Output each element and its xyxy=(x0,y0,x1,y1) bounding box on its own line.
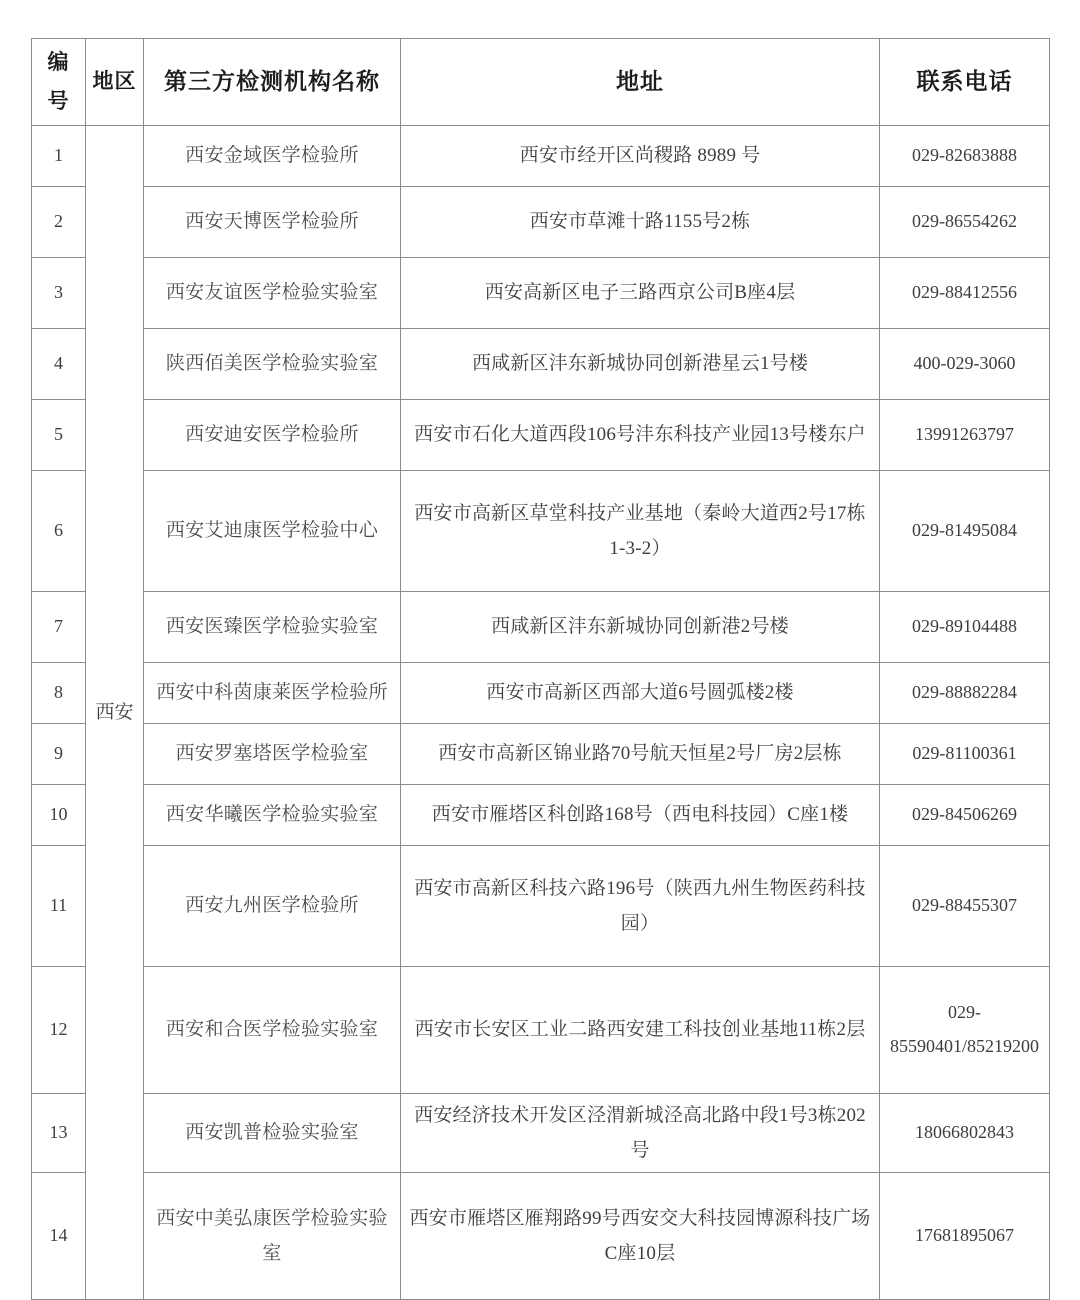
column-header-phone: 联系电话 xyxy=(880,39,1050,126)
cell-no: 4 xyxy=(32,328,86,399)
cell-phone: 029-84506269 xyxy=(880,784,1050,845)
cell-address: 西安经济技术开发区泾渭新城泾高北路中段1号3栋202号 xyxy=(401,1093,880,1172)
cell-no: 6 xyxy=(32,470,86,591)
third-party-testing-agency-table xyxy=(31,38,1050,1300)
table-header xyxy=(32,39,1050,126)
cell-region-merged: 西安 xyxy=(86,125,144,1299)
table-row xyxy=(32,470,1050,591)
cell-phone: 029-85590401/85219200 xyxy=(880,966,1050,1093)
cell-phone: 13991263797 xyxy=(880,399,1050,470)
table-row xyxy=(32,186,1050,257)
table-row xyxy=(32,591,1050,662)
table-row xyxy=(32,784,1050,845)
cell-phone: 029-88455307 xyxy=(880,845,1050,966)
header-row xyxy=(32,39,1050,126)
cell-phone: 029-88882284 xyxy=(880,662,1050,723)
column-header-no: 编号 xyxy=(32,39,86,126)
cell-agency-name: 西安医臻医学检验实验室 xyxy=(144,591,401,662)
cell-address: 西安市高新区锦业路70号航天恒星2号厂房2层栋 xyxy=(401,723,880,784)
cell-address: 西安市高新区西部大道6号圆弧楼2楼 xyxy=(401,662,880,723)
cell-address: 西安高新区电子三路西京公司B座4层 xyxy=(401,257,880,328)
table-row xyxy=(32,845,1050,966)
cell-no: 3 xyxy=(32,257,86,328)
cell-agency-name: 西安和合医学检验实验室 xyxy=(144,966,401,1093)
cell-phone: 029-86554262 xyxy=(880,186,1050,257)
cell-no: 11 xyxy=(32,845,86,966)
cell-phone: 029-81495084 xyxy=(880,470,1050,591)
table-row xyxy=(32,399,1050,470)
cell-no: 14 xyxy=(32,1172,86,1299)
cell-phone: 400-029-3060 xyxy=(880,328,1050,399)
cell-no: 7 xyxy=(32,591,86,662)
cell-phone: 029-89104488 xyxy=(880,591,1050,662)
cell-phone: 029-81100361 xyxy=(880,723,1050,784)
table-row xyxy=(32,125,1050,186)
cell-agency-name: 西安凯普检验实验室 xyxy=(144,1093,401,1172)
cell-no: 9 xyxy=(32,723,86,784)
table-row xyxy=(32,966,1050,1093)
table-container xyxy=(31,38,1049,1300)
cell-agency-name: 西安天博医学检验所 xyxy=(144,186,401,257)
cell-address: 西安市经开区尚稷路 8989 号 xyxy=(401,125,880,186)
cell-no: 5 xyxy=(32,399,86,470)
cell-agency-name: 西安中科茵康莱医学检验所 xyxy=(144,662,401,723)
cell-agency-name: 陕西佰美医学检验实验室 xyxy=(144,328,401,399)
cell-no: 13 xyxy=(32,1093,86,1172)
cell-no: 2 xyxy=(32,186,86,257)
cell-address: 西咸新区沣东新城协同创新港星云1号楼 xyxy=(401,328,880,399)
cell-agency-name: 西安九州医学检验所 xyxy=(144,845,401,966)
column-header-address: 地址 xyxy=(401,39,880,126)
cell-no: 1 xyxy=(32,125,86,186)
cell-no: 12 xyxy=(32,966,86,1093)
table-body xyxy=(32,125,1050,1299)
cell-agency-name: 西安艾迪康医学检验中心 xyxy=(144,470,401,591)
cell-address: 西安市高新区科技六路196号（陕西九州生物医药科技园） xyxy=(401,845,880,966)
table-row xyxy=(32,723,1050,784)
cell-address: 西安市石化大道西段106号沣东科技产业园13号楼东户 xyxy=(401,399,880,470)
cell-agency-name: 西安中美弘康医学检验实验室 xyxy=(144,1172,401,1299)
cell-no: 8 xyxy=(32,662,86,723)
cell-address: 西安市雁塔区科创路168号（西电科技园）C座1楼 xyxy=(401,784,880,845)
cell-phone: 18066802843 xyxy=(880,1093,1050,1172)
cell-no: 10 xyxy=(32,784,86,845)
cell-address: 西安市草滩十路1155号2栋 xyxy=(401,186,880,257)
table-row xyxy=(32,257,1050,328)
cell-phone: 029-82683888 xyxy=(880,125,1050,186)
table-row xyxy=(32,1093,1050,1172)
cell-agency-name: 西安友谊医学检验实验室 xyxy=(144,257,401,328)
cell-address: 西咸新区沣东新城协同创新港2号楼 xyxy=(401,591,880,662)
table-row xyxy=(32,1172,1050,1299)
column-header-region: 地区 xyxy=(86,39,144,126)
cell-agency-name: 西安罗塞塔医学检验室 xyxy=(144,723,401,784)
cell-address: 西安市长安区工业二路西安建工科技创业基地11栋2层 xyxy=(401,966,880,1093)
cell-address: 西安市雁塔区雁翔路99号西安交大科技园博源科技广场C座10层 xyxy=(401,1172,880,1299)
cell-phone: 17681895067 xyxy=(880,1172,1050,1299)
cell-agency-name: 西安华曦医学检验实验室 xyxy=(144,784,401,845)
column-header-name: 第三方检测机构名称 xyxy=(144,39,401,126)
cell-agency-name: 西安迪安医学检验所 xyxy=(144,399,401,470)
cell-address: 西安市高新区草堂科技产业基地（秦岭大道西2号17栋1-3-2） xyxy=(401,470,880,591)
cell-agency-name: 西安金域医学检验所 xyxy=(144,125,401,186)
cell-phone: 029-88412556 xyxy=(880,257,1050,328)
table-row xyxy=(32,662,1050,723)
table-row xyxy=(32,328,1050,399)
